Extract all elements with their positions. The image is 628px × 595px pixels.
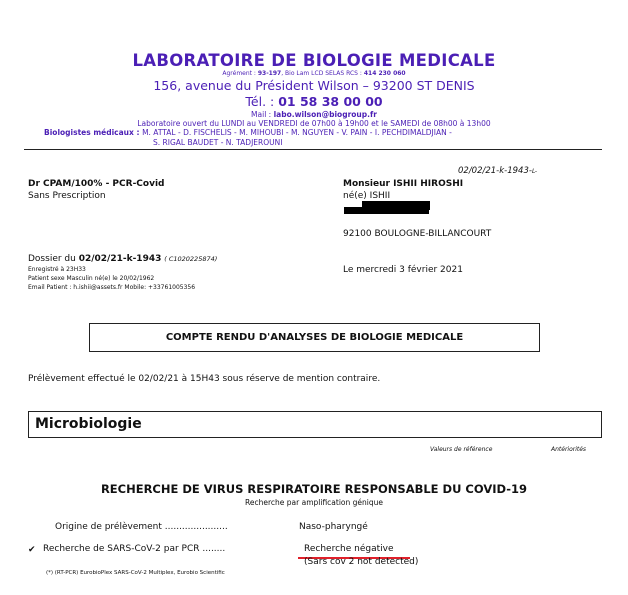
patient-city: 92100 BOULOGNE-BILLANCOURT [343, 229, 492, 239]
section-title: Microbiologie [35, 416, 142, 432]
mail-value[interactable]: labo.wilson@biogroup.fr [273, 110, 377, 119]
tel-value: 01 58 38 00 00 [278, 94, 383, 109]
biolam-label: , Bio Lam LCD SELAS RCS : [281, 70, 364, 77]
lab-phone [0, 94, 628, 109]
agrement-value: 93-197 [257, 70, 282, 77]
dossier-sex-line: Patient sexe Masculin né(e) le 20/02/1962 [28, 275, 155, 282]
dossier-number: 02/02/21-k-1943 [78, 254, 162, 264]
report-title-box [89, 323, 540, 352]
origin-value: Naso-pharyngé [299, 522, 368, 532]
header-divider [24, 149, 602, 150]
section-box [28, 411, 602, 438]
check-icon: ✔ [28, 545, 36, 555]
tel-label: Tél. : [245, 94, 279, 109]
reference-suffix: L- [531, 168, 537, 175]
origin-label: Origine de prélèvement ...................... [55, 522, 228, 532]
patient-name: Monsieur ISHII HIROSHI [343, 179, 464, 189]
dossier-registered: Enregistré à 23H33 [28, 266, 86, 273]
pcr-result-en: (Sars cov 2 not detected) [304, 557, 419, 567]
dossier-email-line: Email Patient : h.ishii@assets.fr Mobile: +33761005356 [28, 284, 196, 291]
dossier-line [28, 254, 217, 264]
report-reference [458, 166, 537, 176]
sampling-note: Prélèvement effectué le 02/02/21 à 15H43 sous réserve de mention contraire. [28, 374, 381, 384]
mail-label: Mail : [251, 110, 274, 119]
dossier-code: ( C1020225874) [164, 255, 218, 263]
redacted-bar-2 [344, 207, 429, 214]
lab-address: 156, avenue du Président Wilson – 93200 ST DENIS [153, 78, 475, 93]
test-subtitle: Recherche par amplification génique [245, 498, 383, 507]
agrement-line [0, 70, 628, 77]
biologists-line-2: S. RIGAL BAUDET - N. TADJEROUNI [153, 138, 283, 147]
reference-values-header: Valeurs de référence [430, 446, 493, 453]
pcr-result: Recherche négative [304, 544, 394, 554]
lab-hours: Laboratoire ouvert du LUNDI au VENDREDI de 07h00 à 19h00 et le SAMEDI de 08h00 à 13h00 [137, 119, 491, 128]
agrement-label: Agrément : [222, 70, 258, 77]
report-title: COMPTE RENDU D'ANALYSES DE BIOLOGIE MEDICALE [165, 332, 464, 343]
biologists-label: Biologistes médicaux : [44, 128, 143, 137]
method-footnote: (*) (RT-PCR) EurobioPlex SARS-CoV-2 Multiplex, Eurobio Scientific [46, 570, 225, 576]
biolam-value: 414 230 060 [363, 70, 406, 77]
lab-mail [0, 110, 628, 119]
previous-results-header: Antériorités [551, 446, 587, 453]
reference-number: 02/02/21-k-1943- [458, 166, 532, 176]
prescriber-name: Dr CPAM/100% - PCR-Covid [28, 179, 165, 189]
report-date: Le mercredi 3 février 2021 [343, 265, 463, 275]
biologists-names-1: M. ATTAL - D. FISCHELIS - M. MIHOUBI - M. NGUYEN - V. PAIN - I. PECHDIMALDJIAN - [142, 128, 452, 137]
prescriber-note: Sans Prescription [28, 191, 106, 201]
biologists-line-1 [44, 128, 452, 137]
test-title: RECHERCHE DE VIRUS RESPIRATOIRE RESPONSABLE DU COVID-19 [100, 482, 528, 496]
dossier-label: Dossier du [28, 254, 79, 264]
lab-name: LABORATOIRE DE BIOLOGIE MEDICALE [132, 51, 496, 70]
pcr-label: Recherche de SARS-CoV-2 par PCR ........ [43, 544, 226, 554]
patient-born: né(e) ISHII [343, 191, 391, 201]
